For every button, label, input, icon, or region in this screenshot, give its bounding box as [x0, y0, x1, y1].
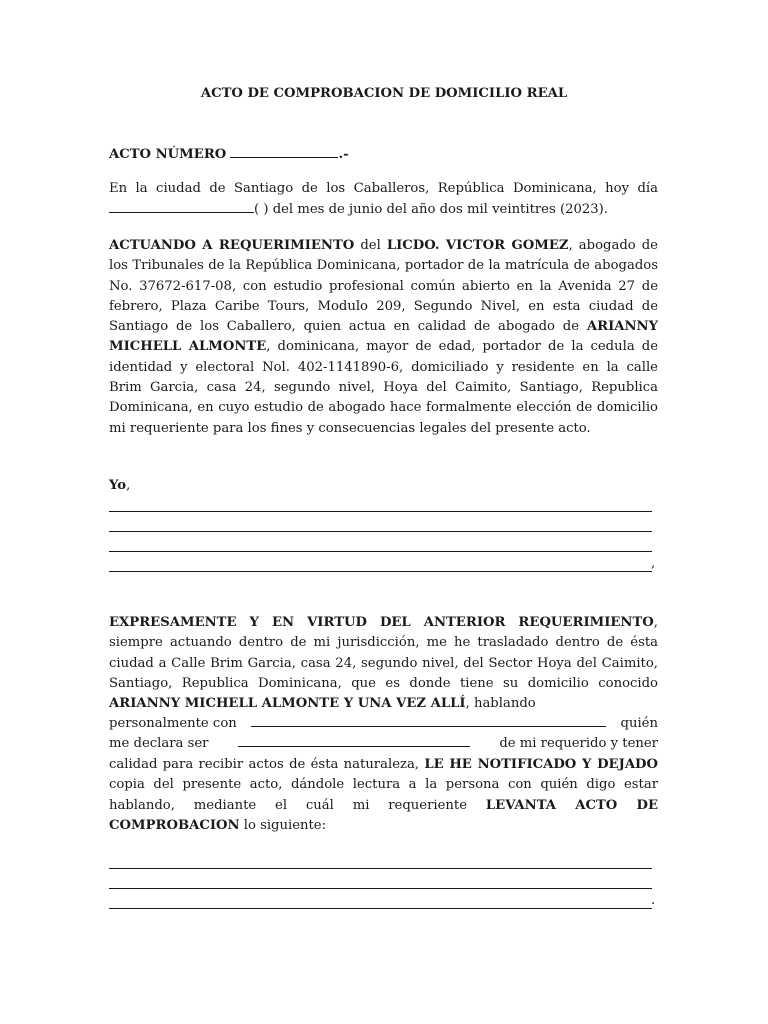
yo-label: Yo	[109, 478, 127, 493]
persona-blank[interactable]	[251, 715, 606, 727]
yo-comma: ,	[126, 478, 131, 493]
expresamente-heading: EXPRESAMENTE Y EN VIRTUD DEL ANTERIOR REQUERIMIENTO	[109, 615, 654, 630]
final-blank-line-3[interactable]	[109, 908, 652, 909]
fecha-line-2	[109, 201, 658, 217]
acto-numero-suffix: .-	[338, 147, 349, 162]
calidad-blank[interactable]	[238, 735, 470, 747]
declara-label: me declara ser	[109, 736, 209, 751]
requerimiento-paragraph	[109, 236, 658, 439]
expresamente-text-1: , siempre actuando dentro de mi jurisdicción, me he trasladado dentro de ésta ciudad a Calle Brim Garcia, casa 24, segundo nivel, del Sector Hoya del Caimito, Santiago, Republica Dominicana, que es donde tiene su domicilio conocido	[109, 615, 658, 691]
yo-blank-line-1[interactable]	[109, 511, 652, 512]
yo-blank-line-4[interactable]	[109, 571, 652, 572]
requerimiento-del: del	[354, 238, 387, 253]
expresamente-text-4: lo siguiente:	[239, 817, 327, 833]
requerimiento-heading: ACTUANDO A REQUERIMIENTO	[109, 238, 355, 253]
fecha-day-blank[interactable]	[109, 201, 254, 213]
expresamente-text-2: calidad para recibir actos de ésta naturaleza,	[109, 757, 425, 772]
expresamente-text-3: copia del presente acto, dándole lectura a la persona con quién digo estar hablando, mediante el cuál mi requeriente	[109, 777, 658, 813]
quien-label: quién	[620, 716, 658, 731]
hablando-text: , hablando	[465, 696, 536, 712]
acto-numero-label: ACTO NÚMERO	[109, 147, 227, 162]
personalmente-line	[109, 715, 658, 731]
final-blank-line-1[interactable]	[109, 868, 652, 869]
declara-line	[109, 735, 658, 751]
expresamente-paragraph-2	[109, 755, 658, 836]
requeriente-name: ARIANNY MICHELL ALMONTE	[109, 319, 658, 355]
yo-line	[109, 478, 658, 493]
fecha-rest: del mes de junio del año dos mil veintitres (2023).	[272, 202, 608, 217]
levanta-text: LEVANTA ACTO DE COMPROBACION	[109, 797, 659, 833]
una-vez-alli: UNA VEZ ALLÍ	[357, 696, 466, 712]
document-title: ACTO DE COMPROBACION DE DOMICILIO REAL	[200, 86, 568, 101]
yo-blank-line-2[interactable]	[109, 531, 652, 532]
de-mi-requerido: de mi requerido y tener	[499, 736, 658, 751]
final-blank-line-2[interactable]	[109, 888, 652, 889]
yo-blank-line-3[interactable]	[109, 551, 652, 552]
requerimiento-text-2: , dominicana, mayor de edad, portador de la cedula de identidad y electoral Nol. 402-1141890-6, domiciliado y residente en la calle Brim Garcia, casa 24, segundo nivel, Hoya del Caimito, Santiago, Republica Dominicana, en cuyo estudio de abogado hace formalmente elección de domicilio mi requeriente para los fines y consecuencias legales del presente acto.	[109, 339, 659, 436]
abogado-name: LICDO. VICTOR GOMEZ	[386, 238, 569, 253]
fecha-line-1: En la ciudad de Santiago de los Caballeros, República Dominicana, hoy día	[109, 181, 658, 196]
fecha-paren: ( )	[254, 202, 269, 217]
acto-numero-blank[interactable]	[230, 146, 338, 158]
expresamente-paragraph-1	[109, 613, 658, 714]
yo-end-comma: ,	[651, 556, 656, 571]
y-connector: Y	[339, 696, 358, 712]
domicilio-name: ARIANNY MICHELL ALMONTE	[109, 696, 340, 712]
notificado-text: LE HE NOTIFICADO Y DEJADO	[424, 757, 658, 772]
final-period: .	[651, 893, 656, 908]
personalmente-label: personalmente con	[109, 716, 237, 731]
acto-numero-line	[109, 146, 658, 162]
requerimiento-text-1: , abogado de los Tribunales de la República Dominicana, portador de la matrícula de abogados No. 37672-617-08, con estudio profesional común abierto en la Avenida 27 de febrero, Plaza Caribe Tours, Modulo 209, Segundo Nivel, en esta ciudad de Santiago de los Caballero, quien actua en calidad de abogado de	[109, 238, 658, 335]
